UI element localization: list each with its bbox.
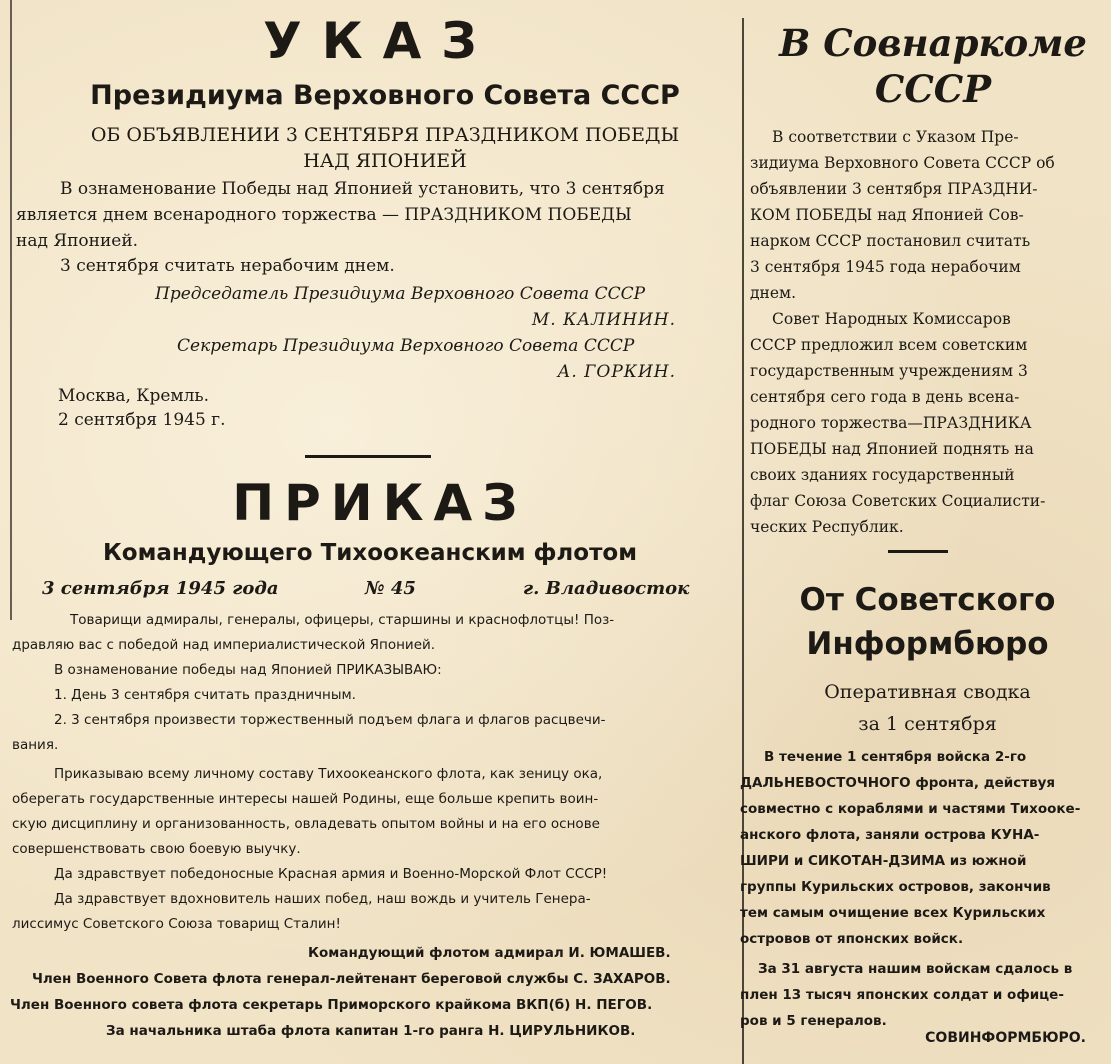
informburo-line-10: плен 13 тысяч японских солдат и офице- (740, 987, 1064, 1003)
prikaz-line-3: В ознаменование победы над Японией ПРИКАЗЫВАЮ: (54, 662, 442, 678)
sovnarkom-line-6: 3 сентября 1945 года нерабочим (750, 258, 1021, 276)
informburo-line-6: группы Курильских островов, закончив (740, 879, 1051, 895)
prikaz-signature-4: За начальника штаба флота капитан 1-го ранга Н. ЦИРУЛЬНИКОВ. (106, 1023, 636, 1039)
ukaz-body-line-1: В ознаменование Победы над Японией установить, что 3 сентября (60, 179, 665, 199)
ukaz-title-line-1: ОБ ОБЪЯВЛЕНИИ 3 СЕНТЯБРЯ ПРАЗДНИКОМ ПОБЕДЫ (90, 124, 680, 146)
left-column-rule (10, 0, 12, 620)
sovnarkom-line-12: родного торжества—ПРАЗДНИКА (750, 414, 1032, 432)
prikaz-body (12, 608, 712, 937)
sovnarkom-line-2: зидиума Верховного Совета СССР об (750, 154, 1055, 172)
sovnarkom-line-8: Совет Народных Комиссаров (772, 310, 1011, 328)
prikaz-signature-2: Член Военного Совета флота генерал-лейтенант береговой службы С. ЗАХАРОВ. (32, 971, 671, 987)
section-separator-right (888, 550, 948, 553)
informburo-line-2: ДАЛЬНЕВОСТОЧНОГО фронта, действуя (740, 775, 1056, 791)
section-separator-left (305, 455, 431, 458)
ukaz-body-line-2: является днем всенародного торжества — ПРАЗДНИКОМ ПОБЕДЫ (16, 205, 632, 225)
informburo-subheading-line-1: Оперативная сводка (824, 681, 1031, 703)
prikaz-line-10: совершенствовать свою боевую выучку. (12, 841, 301, 857)
sovnarkom-heading-line-2: СССР (874, 67, 992, 111)
prikaz-signature-1: Командующий флотом адмирал И. ЮМАШЕВ. (308, 945, 671, 961)
prikaz-line-11: Да здравствует победоносные Красная армия и Военно-Морской Флот СССР! (54, 866, 608, 882)
sovnarkom-line-5: нарком СССР постановил считать (750, 232, 1031, 250)
sovnarkom-line-15: флаг Союза Советских Социалисти- (750, 492, 1046, 510)
ukaz-body-paragraph (16, 176, 718, 254)
ukaz-body-line-3: над Японией. (16, 231, 139, 251)
prikaz-line-6: вания. (12, 737, 59, 753)
ukaz-holiday-line: 3 сентября считать нерабочим днем. (60, 256, 395, 276)
prikaz-city: г. Владивосток (523, 578, 690, 599)
sovnarkom-line-3: объявлении 3 сентября ПРАЗДНИ- (750, 180, 1038, 198)
ukaz-subheading: Президиума Верховного Совета СССР (90, 80, 680, 111)
informburo-line-4: анского флота, заняли острова КУНА- (740, 827, 1040, 843)
prikaz-number: № 45 (365, 578, 416, 599)
prikaz-line-4: 1. День 3 сентября считать праздничным. (54, 687, 356, 703)
informburo-heading-line-1: От Советского (799, 582, 1056, 618)
prikaz-line-13: лиссимус Советского Союза товарищ Сталин! (12, 916, 341, 932)
sovnarkom-line-4: КОМ ПОБЕДЫ над Японией Сов- (750, 206, 1024, 224)
informburo-signature: СОВИНФОРМБЮРО. (925, 1030, 1086, 1046)
sovnarkom-line-16: ческих Республик. (750, 518, 904, 536)
informburo-line-7: тем самым очищение всех Курильских (740, 905, 1046, 921)
informburo-line-1: В течение 1 сентября войска 2-го (764, 749, 1027, 765)
prikaz-line-12: Да здравствует вдохновитель наших побед, наш вождь и учитель Генера- (54, 891, 591, 907)
informburo-line-11: ров и 5 генералов. (740, 1013, 887, 1029)
sovnarkom-line-13: ПОБЕДЫ над Японией поднять на (750, 440, 1034, 458)
sovnarkom-line-9: СССР предложил всем советским (750, 336, 1028, 354)
ukaz-date: 2 сентября 1945 г. (58, 410, 226, 430)
informburo-subheading-line-2: за 1 сентября (858, 713, 997, 735)
prikaz-line-7: Приказываю всему личному составу Тихоокеанского флота, как зеницу ока, (54, 766, 603, 782)
sovnarkom-body (750, 124, 1098, 540)
informburo-line-8: островов от японских войск. (740, 931, 964, 947)
informburo-line-3: совместно с кораблями и частями Тихооке- (740, 801, 1081, 817)
informburo-line-9: За 31 августа нашим войскам сдалось в (758, 961, 1073, 977)
informburo-line-5: ШИРИ и СИКОТАН-ДЗИМА из южной (740, 853, 1027, 869)
prikaz-line-8: оберегать государственные интересы нашей Родины, еще больше крепить воин- (12, 791, 599, 807)
sovnarkom-line-10: государственным учреждениям 3 (750, 362, 1028, 380)
sovnarkom-line-14: своих зданиях государственный (750, 466, 1015, 484)
informburo-subheading (750, 676, 1105, 740)
prikaz-line-5: 2. 3 сентября произвести торжественный подъем флага и флагов расцвечи- (54, 712, 606, 728)
ukaz-chairman-title: Председатель Президиума Верховного Совета СССР (155, 284, 646, 304)
sovnarkom-heading (765, 20, 1101, 112)
sovnarkom-line-1: В соответствии с Указом Пре- (772, 128, 1019, 146)
prikaz-date: 3 сентября 1945 года (42, 578, 279, 599)
prikaz-line-1: Товарищи адмиралы, генералы, офицеры, старшины и краснофлотцы! Поз- (70, 612, 615, 628)
sovnarkom-line-7: днем. (750, 284, 797, 302)
prikaz-line-9: скую дисциплину и организованность, овладевать опытом войны и на его основе (12, 816, 600, 832)
ukaz-secretary-title: Секретарь Президиума Верховного Совета СССР (177, 336, 635, 356)
prikaz-signature-3: Член Военного совета флота секретарь Приморского крайкома ВКП(б) Н. ПЕГОВ. (10, 997, 653, 1013)
prikaz-line-2: дравляю вас с победой над империалистической Японией. (12, 637, 436, 653)
sovnarkom-heading-line-1: В Совнаркоме (779, 21, 1087, 65)
informburo-heading-line-2: Информбюро (806, 626, 1049, 662)
prikaz-heading: ПРИКАЗ (232, 474, 528, 532)
ukaz-place: Москва, Кремль. (58, 386, 210, 406)
ukaz-title-line-2: НАД ЯПОНИЕЙ (303, 150, 467, 172)
ukaz-heading: УКАЗ (263, 12, 497, 70)
sovnarkom-line-11: сентября сего года в день всена- (750, 388, 1020, 406)
prikaz-subheading: Командующего Тихоокеанским флотом (102, 540, 638, 566)
ukaz-chairman-name: М. КАЛИНИН. (531, 310, 676, 330)
prikaz-signatures (10, 940, 710, 1044)
ukaz-title (40, 122, 730, 174)
ukaz-secretary-name: А. ГОРКИН. (557, 362, 676, 382)
informburo-body (740, 744, 1092, 1034)
informburo-heading (750, 578, 1105, 666)
